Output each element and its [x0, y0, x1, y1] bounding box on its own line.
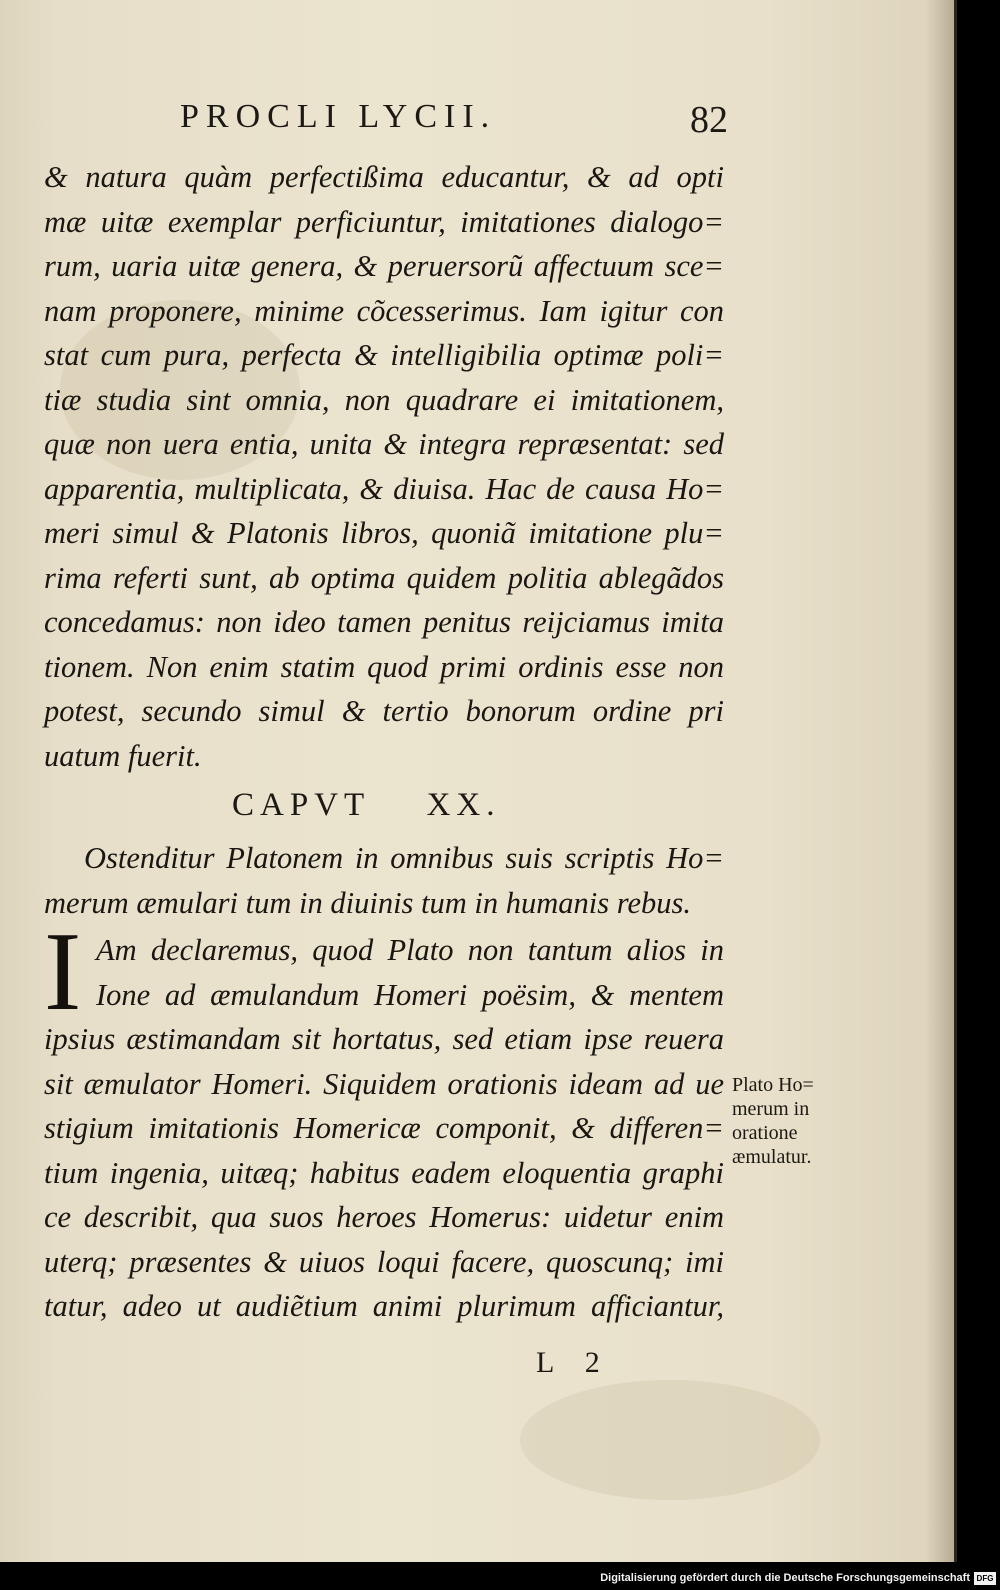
footer-bar: [0, 1564, 1000, 1590]
chapter-heading: CAPVT XX.: [232, 787, 501, 823]
text-line: mæ uitæ exemplar perficiuntur, imitationes dialogo=: [44, 204, 724, 239]
marginal-line: Plato Ho=: [732, 1074, 814, 1096]
text-line: ipsius æstimandam sit hortatus, sed etiam ipse reuera: [44, 1022, 724, 1056]
text-line: potest, secundo simul & tertio bonorum ordine pri: [44, 694, 724, 728]
marginal-line: merum in: [732, 1098, 810, 1120]
paragraph-1: [44, 155, 724, 778]
paragraph-2: [44, 928, 724, 1329]
text-line: uterq; præsentes & uiuos loqui facere, quoscunq; imi: [44, 1244, 724, 1279]
text-line: tatur, adeo ut audiẽtium animi plurimum afficiantur,: [44, 1289, 724, 1323]
page-number: 82: [690, 99, 728, 141]
running-head: PROCLI LYCII.: [180, 98, 497, 135]
text-line: stigium imitationis Homericæ componit, & differen=: [44, 1111, 724, 1145]
signature-mark: L 2: [536, 1346, 612, 1379]
page-edge-shadow: [926, 0, 954, 1562]
paper-stain: [520, 1380, 820, 1500]
text-line: tionem. Non enim statim quod primi ordinis esse non: [44, 649, 724, 684]
marginal-line: oratione: [732, 1122, 798, 1144]
text-line: sit æmulator Homeri. Siquidem orationis ideam ad ue: [44, 1066, 724, 1101]
text-line: Am declaremus, quod Plato non tantum alios in: [96, 933, 724, 967]
text-line: quæ non uera entia, unita & integra repræsentat: sed: [44, 427, 724, 461]
marginal-line: æmulatur.: [732, 1146, 812, 1168]
chapter-summary: [44, 836, 724, 925]
text-line: tiæ studia sint omnia, non quadrare ei imitationem,: [44, 382, 724, 417]
text-line: apparentia, multiplicata, & diuisa. Hac de causa Ho=: [44, 471, 724, 506]
text-line: tium ingenia, uitæq; habitus eadem eloquentia graphi: [44, 1155, 724, 1190]
text-line: merum æmulari tum in diuinis tum in humanis rebus.: [44, 885, 692, 920]
text-line: meri simul & Platonis libros, quoniã imitatione plu=: [44, 516, 724, 550]
text-line: rima referti sunt, ab optima quidem politia ablegãdos: [44, 560, 724, 595]
drop-cap-initial: I: [44, 910, 82, 1034]
text-line: ce describit, qua suos heroes Homerus: uidetur enim: [44, 1200, 724, 1234]
text-line: Ostenditur Platonem in omnibus suis scriptis Ho=: [84, 841, 724, 875]
text-line: nam proponere, minime cõcesserimus. Iam igitur con: [44, 293, 724, 328]
text-line: uatum fuerit.: [44, 738, 202, 773]
text-line: stat cum pura, perfecta & intelligibilia optimæ poli=: [44, 338, 724, 372]
text-line: Ione ad æmulandum Homeri poësim, & mentem: [96, 977, 724, 1012]
text-line: & natura quàm perfectißima educantur, & ad opti: [44, 160, 724, 194]
funding-credit: Digitalisierung gefördert durch die Deutsche Forschungsgemeinschaft: [600, 1572, 970, 1584]
text-line: rum, uaria uitæ genera, & peruersorũ affectuum sce=: [44, 249, 724, 283]
marginal-note: [732, 1073, 814, 1169]
text-line: concedamus: non ideo tamen penitus reijciamus imita: [44, 605, 724, 639]
dfg-logo: DFG: [974, 1572, 996, 1585]
